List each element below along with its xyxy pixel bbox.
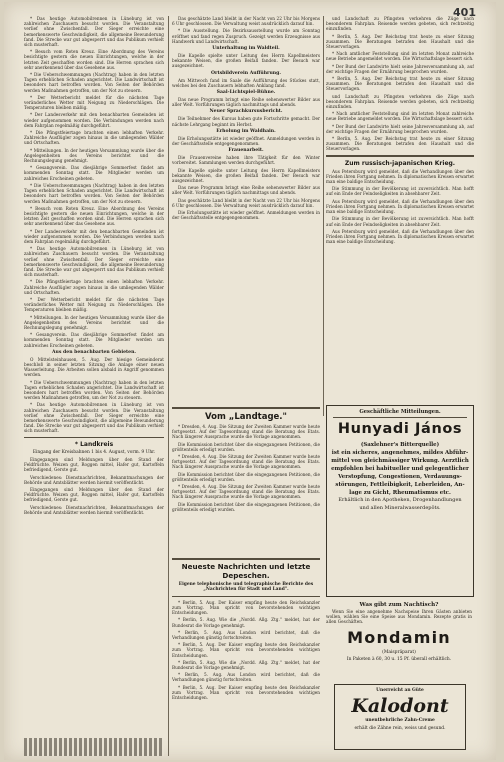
newspaper-page [4,2,496,760]
ad-topline: Unerreicht an Güte [376,688,424,693]
ad-line: lage zu Gicht, Rheumatismus etc. [349,490,451,496]
article-paragraph: und Landschaft zu Pfingsten verkehren die Züge nach besonderem Fahrplan. Reisende werden gebeten, sich rechtzeitig einzufinden. [326,16,474,32]
section-subheading: Eigene telephonische und telegraphische Berichte des „Nachrichten für Stadt und Land". [178,582,314,593]
ad-topline: Geschäftliche Mitteilungen. [359,409,441,415]
column-rule [168,16,169,756]
article-paragraph: Das geschätzte Land bleibt in der Nacht von 22 Uhr bis Morgens 6 Uhr geschlossen. Die Verwaltung weist ausdrücklich darauf hin. [172,197,320,208]
section-heading: * Landkreis [74,440,114,448]
column-right [326,16,474,406]
article-paragraph: * Der Wetterbericht meldet für die nächsten Tage veränderliches Wetter mit Neigung zu Niederschlägen. Die Temperaturen bleiben mäßig. [24,94,164,111]
article-paragraph: und Landschaft zu Pfingsten verkehren die Züge nach besonderem Fahrplan. Reisende werden gebeten, sich rechtzeitig einzufinden. [326,93,474,110]
article-paragraph: * Die Ueberschwemmungen (Nachtrag) haben in den letzten Tagen erheblichen Schaden angerichtet. Die Landwirtschaft ist besonders hart betroffen worden. Von Seiten der Behörden werden Maßnahmen getroffen, um der Not zu steuern. [24,379,164,401]
column-left [24,16,164,751]
landtag-section [172,404,320,554]
divider [326,155,474,157]
ad-small: In Paketen à 60, 30 u. 15 Pf. überall erhältlich. [346,657,452,663]
article-paragraph: * Der Wetterbericht meldet für die nächsten Tage veränderliches Wetter mit Neigung zu Niederschlägen. Die Temperaturen bleiben mäßig. [24,296,164,313]
ad-subtitle: unentbehrliche Zahn-Creme [365,718,435,724]
ad-line: mittel von gleichmässiger Wirkung. Aerztlich [331,458,469,464]
ad-line: empfohlen bei habitueller und gelegentlicher [331,466,469,472]
article-paragraph: O Mittelsteinhausen, 5. Aug. Der hiesige Gemeinderat beschloß in seiner letzten Sitzung die Anlage einer neuen Wasserleitung. Die Arbeiten sollen alsbald in Angriff genommen werden. [24,356,164,378]
section-heading: Unterhaltung im Waldteil. [212,46,280,52]
column-middle [172,16,320,406]
ad-small: erhält die Zähne rein, weiss und gesund. [354,725,446,731]
article-paragraph: * Das heutige Automobilrennen in Lüneburg ist von zahlreichen Zuschauern besucht worden. Die Veranstaltung verlief ohne Zwischenfall. Der Sieger erreichte eine bemerkenswerte Geschwindigkeit, die allgemeine Bewunderung fand. Die Strecke war gut abgesperrt und das Publikum verhielt sich musterhaft. [24,246,164,278]
ad-brand: Kalodont [351,695,449,718]
article-paragraph: * Die Pfingstfeiertage brachten einen lebhaften Verkehr. Zahlreiche Ausflügler zogen hinaus in die umliegenden Wälder und Ortschaften. [24,279,164,295]
mondamin-advertisement [326,600,472,678]
article-paragraph: * Die Ueberschwemmungen (Nachtrag) haben in den letzten Tagen erheblichen Schaden angerichtet. Die Landwirtschaft ist besonders hart betroffen worden. Von Seiten der Behörden werden Maßnahmen getroffen, um der Not zu steuern. [24,182,164,204]
article-paragraph: * Berlin, 5. Aug. Wie die „Nordd. Allg. Ztg." meldet, hat der Bundesrat die Vorlage genehmigt. [172,659,320,671]
article-paragraph: Die Teilnehmer des Kursus haben gute Fortschritte gemacht. Der nächste Lehrgang beginnt im Herbst. [172,116,320,127]
ad-text: Wenn Sie eine angenehme Nachspeise Ihren Gästen anbieten wollen, wählen Sie eine Speise aus Mondamin. Rezepte gratis in allen Geschäften. [326,609,472,625]
article-paragraph: Die Erholungsstätte ist wieder geöffnet. Anmeldungen werden in der Geschäftsstelle entgegengenommen. [172,135,320,147]
ad-line: störungen, Fettleibigkeit, Leberleiden, An- [335,482,465,488]
divider [333,417,467,418]
ad-line: und allen Mineralwasserdepôts. [359,504,441,511]
article-paragraph: Verschiedenes: Dienstnachrichten, Bekanntmachungen der Behörde und Amtsblätter werden hiermit veröffentlicht. [24,474,164,485]
article-paragraph: Eingegangen sind Meldungen über den Stand der Feldfrüchte. Weizen gut, Roggen mittel, Hafer gut, Kartoffeln befriedigend, Gerste gut. [24,457,164,473]
kalodont-advertisement [334,684,466,750]
ad-line: (Saxlehner's Bitterquelle) [360,442,440,448]
section-heading: Ortsbildverein Aufführung. [211,70,281,76]
ad-subtitle: (Maispräparat) [382,649,416,655]
section-subheading: Eingang der Kreisbahnen 1 bis 4. August, vorm. 9 Uhr. [32,449,156,455]
article-paragraph: * Dresden, 4. Aug. Die Sitzung der Zweiten Kammer wurde heute fortgesetzt. Auf der Tagesordnung stand die Beratung des Etats. Nach längerer Aussprache wurde die Vorlage angenommen. [172,454,320,470]
section-title: Vom „Landtage." [205,412,287,422]
section-heading: Aus den benachbarten Gebieten. [51,349,137,355]
section-heading: Zum russisch-japanischen Krieg. [344,159,456,167]
article-paragraph: Die Frauenvereine haben ihre Tätigkeit für den Winter vorbereitet. Sammlungen werden durchgeführt. [172,155,320,166]
article-paragraph: Die Erholungsstätte ist wieder geöffnet. Anmeldungen werden in der Geschäftsstelle entgegengenommen. [172,210,320,221]
article-paragraph: Die Kommission berichtet über die eingegangenen Petitionen, die größtenteils erledigt wurden. [172,441,320,452]
article-paragraph: Am Mittwoch fand im Saale die Aufführung des Stückes statt, welches bei den Zuschauern lebhaften Anklang fand. [172,77,320,88]
article-paragraph: * Berlin, 5. Aug. Der Reichstag trat heute zu einer Sitzung zusammen. Die Beratungen betrafen den Haushalt und die Steuervorlagen. [326,76,474,92]
ad-brand: Hunyadi János [337,421,463,437]
article-paragraph: Das neue Programm bringt eine Reihe sehenswerter Bilder aus aller Welt. Vorführungen täglich nachmittags und abends. [172,97,320,108]
divider [172,407,320,409]
article-paragraph: * Die Ueberschwemmungen (Nachtrag) haben in den letzten Tagen erheblichen Schaden angerichtet. Die Landwirtschaft ist besonders hart betroffen worden. Von Seiten der Behörden werden Maßnahmen getroffen, um der Not zu steuern. [24,72,164,93]
article-paragraph: * Die Pfingstfeiertage brachten einen lebhaften Verkehr. Zahlreiche Ausflügler zogen hinaus in die umliegenden Wälder und Ortschaften. [24,130,164,146]
divider [172,596,320,597]
article-paragraph: Die Kommission berichtet über die eingegangenen Petitionen, die größtenteils erledigt wurden. [172,501,320,512]
hunyadi-advertisement [326,405,474,597]
article-paragraph: Die Stimmung in der Bevölkerung ist zuversichtlich. Man hofft auf ein Ende der Feindseligkeiten in absehbarer Zeit. [326,186,474,197]
article-paragraph: * Mitteilungen. In der heutigen Versammlung wurde über die Angelegenheiten des Vereins berichtet und die Rechnungslegung genehmigt. [24,147,164,164]
page-number: 401 [453,6,476,19]
article-paragraph: * Nach amtlicher Feststellung sind im letzten Monat zahlreiche neue Betriebe angemeldet worden. Die Wirtschaftslage bessert sich. [326,51,474,62]
article-paragraph: Die Kommission berichtet über die eingegangenen Petitionen, die größtenteils erledigt wurden. [172,471,320,482]
article-paragraph: * Nach amtlicher Feststellung sind im letzten Monat zahlreiche neue Betriebe angemeldet worden. Die Wirtschaftslage bessert sich. [326,111,474,122]
article-paragraph: * Berlin, 5. Aug. Aus London wird berichtet, daß die Verhandlungen günstig fortschreiten. [172,629,320,641]
article-paragraph: Das geschätzte Land bleibt in der Nacht von 22 Uhr bis Morgens 6 Uhr geschlossen. Die Verwaltung weist ausdrücklich darauf hin. [172,16,320,27]
article-paragraph: Die Kapelle spielte unter Leitung des Herrn Kapellmeisters bekannte Weisen, die großen Beifall fanden. Der Besuch war ausgezeichnet. [172,167,320,184]
ad-line: ist ein sicheres, angenehmes, mildes Abführ- [331,450,469,456]
section-heading: Frauenarbeit. [228,148,264,154]
article-paragraph: * Besuch vom Roten Kreuz. Eine Abordnung des Vereins besichtigte gestern die neuen Einrichtungen, welche in der letzten Zeit geschaffen worden sind. Die Herren sprachen sich sehr anerkennend über das Gesehene aus. [24,49,164,70]
article-paragraph: * Berlin, 5. Aug. Der Kaiser empfing heute den Reichskanzler zum Vortrag. Man spricht von bevorstehenden wichtigen Entscheidungen. [172,642,320,658]
divider [172,558,320,560]
ad-line: Verstopfung, Congestionen, Verdauungs- [338,474,462,480]
article-paragraph: Die Stimmung in der Bevölkerung ist zuversichtlich. Man hofft auf ein Ende der Feindseligkeiten in absehbarer Zeit. [326,216,474,227]
article-paragraph: * Die Ausstellung. Die Bezirksausstellung wurde am Sonntag eröffnet und fand regen Zuspruch. Gezeigt werden Erzeugnisse aus Handwerk und Landwirtschaft. [172,28,320,44]
article-paragraph: * Berlin, 5. Aug. Der Kaiser empfing heute den Reichskanzler zum Vortrag. Man spricht von bevorstehenden wichtigen Entscheidungen. [172,684,320,701]
article-paragraph: * Dresden, 4. Aug. Die Sitzung der Zweiten Kammer wurde heute fortgesetzt. Auf der Tagesordnung stand die Beratung des Etats. Nach längerer Aussprache wurde die Vorlage angenommen. [172,484,320,500]
article-paragraph: * Das heutige Automobilrennen in Lüneburg ist von zahlreichen Zuschauern besucht worden. Die Veranstaltung verlief ohne Zwischenfall. Der Sieger erreichte eine bemerkenswerte Geschwindigkeit, die allgemeine Bewunderung fand. Die Strecke war gut abgesperrt und das Publikum verhielt sich musterhaft. [24,402,164,434]
article-paragraph: * Der Bund der Landwirte hielt seine Jahresversammlung ab, auf der wichtige Fragen der Ernährung besprochen wurden. [326,123,474,134]
article-paragraph: Das neue Programm bringt eine Reihe sehenswerter Bilder aus aller Welt. Vorführungen täglich nachmittags und abends. [172,185,320,196]
section-title: Neueste Nachrichten und letzte Depeschen. [181,562,311,580]
section-heading: Saal-Lichtspiel-Bühne. [216,90,276,96]
ad-brand: Mondamin [347,627,451,647]
article-paragraph: Die Kapelle spielte unter Leitung des Herrn Kapellmeisters bekannte Weisen, die großen Beifall fanden. Der Besuch war ausgezeichnet. [172,53,320,69]
article-paragraph: Eingegangen sind Meldungen über den Stand der Feldfrüchte. Weizen gut, Roggen mittel, Hafer gut, Kartoffeln befriedigend, Gerste gut. [24,487,164,503]
ad-question: Was gibt zum Nachtisch? [359,602,439,608]
article-paragraph: Aus Petersburg wird gemeldet, daß die Verhandlungen über den Frieden ihren Fortgang nehmen. In diplomatischen Kreisen erwartet man eine baldige Entscheidung. [326,198,474,215]
article-paragraph: * Besuch vom Roten Kreuz. Eine Abordnung des Vereins besichtigte gestern die neuen Einrichtungen, welche in der letzten Zeit geschaffen worden sind. Die Herren sprachen sich sehr anerkennend über das Gesehene aus. [24,205,164,227]
article-paragraph: * Berlin, 5. Aug. Aus London wird berichtet, daß die Verhandlungen günstig fortschreiten. [172,672,320,683]
article-paragraph: * Gesangverein. Das diesjährige Sommerfest findet am kommenden Sonntag statt. Die Mitglieder werden um zahlreiches Erscheinen gebeten. [24,332,164,348]
article-paragraph: * Der Bund der Landwirte hielt seine Jahresversammlung ab, auf der wichtige Fragen der Ernährung besprochen wurden. [326,63,474,74]
article-paragraph: Verschiedenes: Dienstnachrichten, Bekanntmachungen der Behörde und Amtsblätter werden hiermit veröffentlicht. [24,504,164,515]
article-paragraph: * Mitteilungen. In der heutigen Versammlung wurde über die Angelegenheiten des Vereins berichtet und die Rechnungslegung genehmigt. [24,314,164,330]
section-heading: Neuer Sprachkursusbericht. [209,109,283,115]
article-paragraph: * Berlin, 5. Aug. Wie die „Nordd. Allg. Ztg." meldet, hat der Bundesrat die Vorlage genehmigt. [172,617,320,628]
print-mark [24,738,164,756]
article-paragraph: * Das heutige Automobilrennen in Lüneburg ist von zahlreichen Zuschauern besucht worden. Die Veranstaltung verlief ohne Zwischenfall. Der Sieger erreichte eine bemerkenswerte Geschwindigkeit, die allgemeine Bewunderung fand. Die Strecke war gut abgesperrt und das Publikum verhielt sich musterhaft. [24,16,164,48]
section-heading: Erholung im Waldhain. [216,128,276,134]
column-rule [323,16,324,416]
article-paragraph: * Berlin, 5. Aug. Der Reichstag trat heute zu einer Sitzung zusammen. Die Beratungen betrafen den Haushalt und die Steuervorlagen. [326,33,474,50]
article-paragraph: * Dresden, 4. Aug. Die Sitzung der Zweiten Kammer wurde heute fortgesetzt. Auf der Tagesordnung stand die Beratung des Etats. Nach längerer Aussprache wurde die Vorlage angenommen. [172,424,320,440]
ad-line: Erhältlich in den Apotheken, Drogenhandlungen [338,497,462,503]
divider [24,437,164,438]
news-section [172,555,320,755]
article-paragraph: * Berlin, 5. Aug. Der Reichstag trat heute zu einer Sitzung zusammen. Die Beratungen betrafen den Haushalt und die Steuervorlagen. [326,136,474,152]
article-paragraph: * Der Landesverkehr mit den benachbarten Gemeinden ist wieder aufgenommen worden. Die Verbindungen werden nach dem Fahrplan regelmäßig durchgeführt. [24,228,164,244]
article-paragraph: * Gesangverein. Das diesjährige Sommerfest findet am kommenden Sonntag statt. Die Mitglieder werden um zahlreiches Erscheinen gebeten. [24,165,164,181]
article-paragraph: * Berlin, 5. Aug. Der Kaiser empfing heute den Reichskanzler zum Vortrag. Man spricht von bevorstehenden wichtigen Entscheidungen. [172,599,320,616]
article-paragraph: Aus Petersburg wird gemeldet, daß die Verhandlungen über den Frieden ihren Fortgang nehmen. In diplomatischen Kreisen erwartet man eine baldige Entscheidung. [326,228,474,245]
article-paragraph: Aus Petersburg wird gemeldet, daß die Verhandlungen über den Frieden ihren Fortgang nehmen. In diplomatischen Kreisen erwartet man eine baldige Entscheidung. [326,168,474,185]
article-paragraph: * Der Landesverkehr mit den benachbarten Gemeinden ist wieder aufgenommen worden. Die Verbindungen werden nach dem Fahrplan regelmäßig durchgeführt. [24,112,164,128]
